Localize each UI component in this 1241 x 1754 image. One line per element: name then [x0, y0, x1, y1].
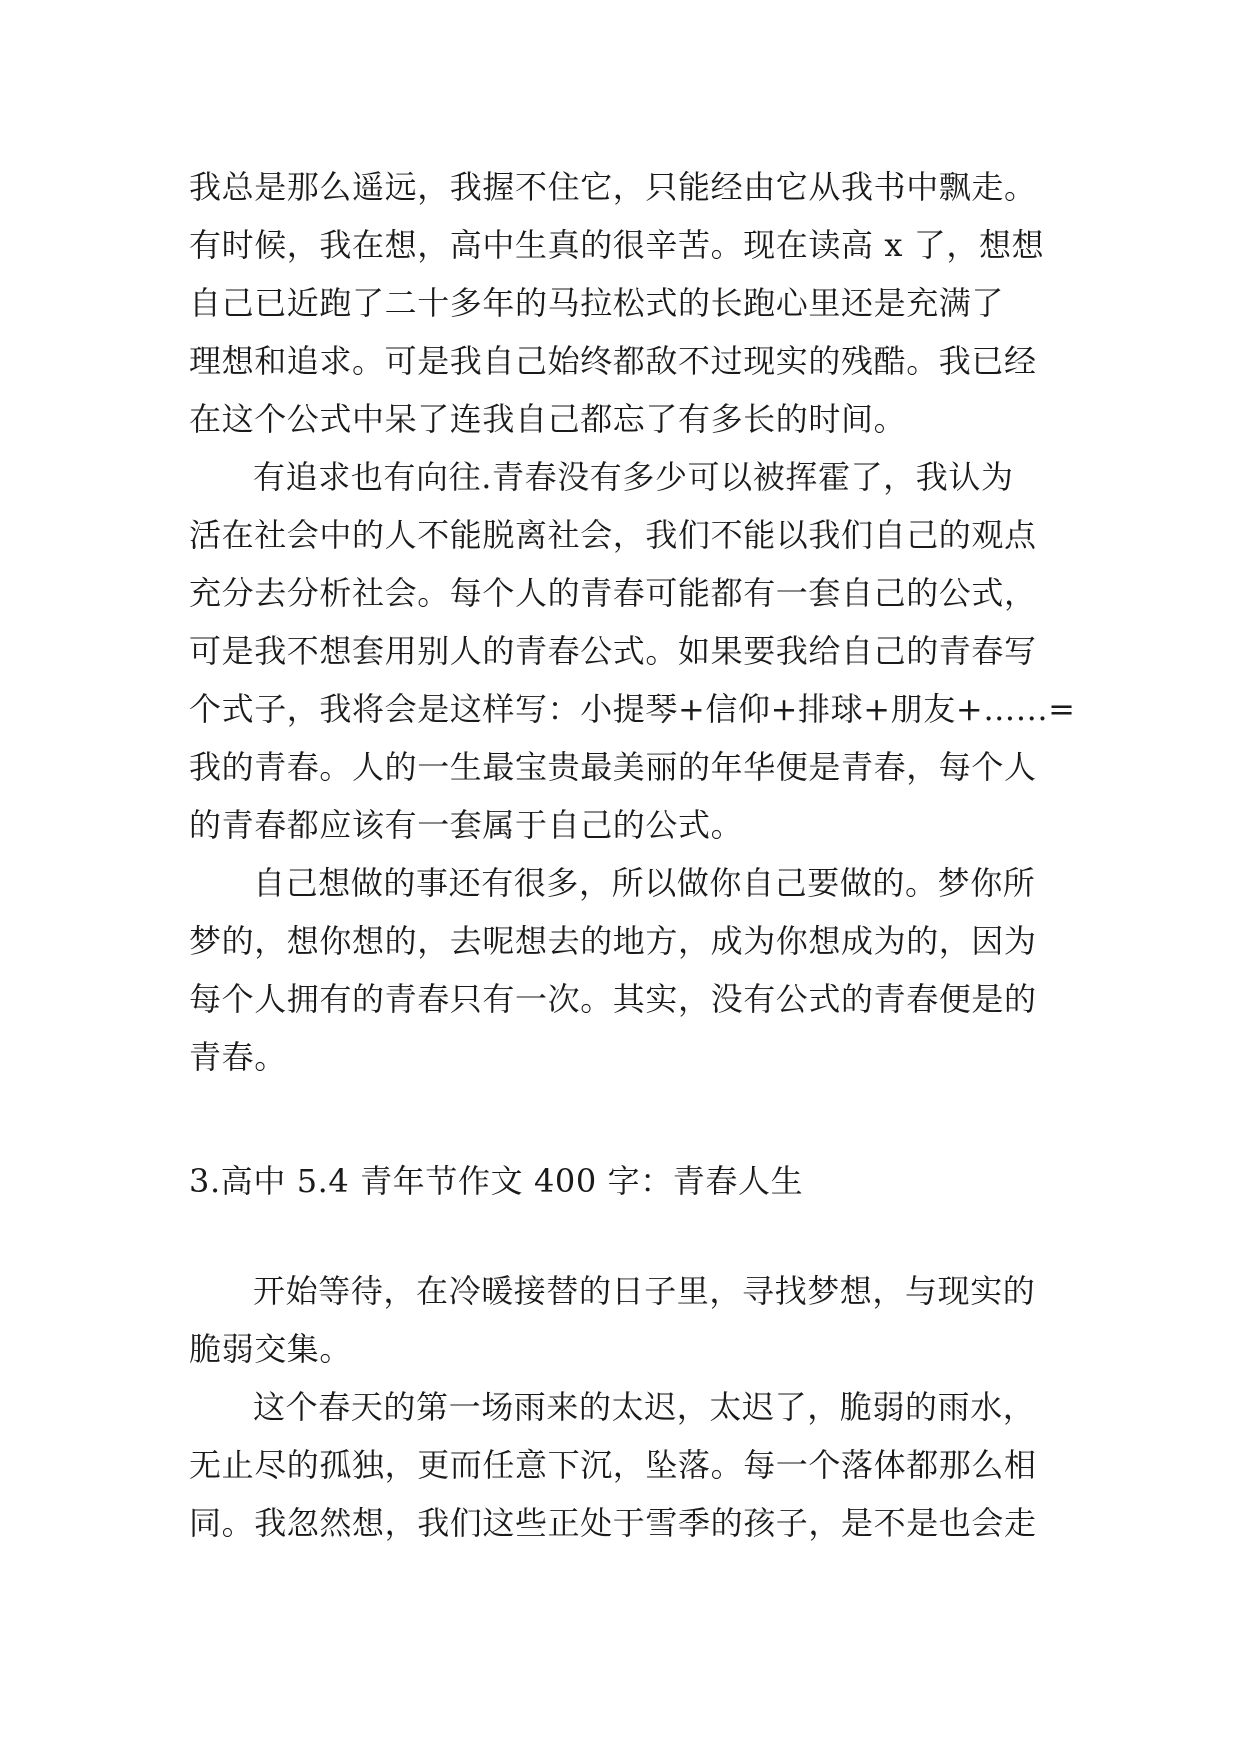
text-line: 自己已近跑了二十多年的马拉松式的长跑心里还是充满了: [189, 284, 1005, 322]
text-line: 同。我忽然想，我们这些正处于雪季的孩子，是不是也会走: [189, 1504, 1037, 1542]
text-line: 充分去分析社会。每个人的青春可能都有一套自己的公式，: [189, 574, 1037, 612]
paragraph-start-line: 自己想做的事还有很多，所以做你自己要做的。梦你所: [253, 864, 1036, 902]
text-line: 脆弱交集。: [189, 1330, 353, 1368]
text-line: 个式子，我将会是这样写：小提琴+信仰+排球+朋友+…...=: [189, 690, 1076, 728]
text-line: 的青春都应该有一套属于自己的公式。: [189, 806, 744, 844]
paragraph-start-line: 开始等待，在冷暖接替的日子里，寻找梦想，与现实的: [253, 1272, 1036, 1310]
text-line: 理想和追求。可是我自己始终都敌不过现实的残酷。我已经: [189, 342, 1037, 380]
text-line: 无止尽的孤独，更而任意下沉，坠落。每一个落体都那么相: [189, 1446, 1037, 1484]
paragraph-start-line: 有追求也有向往.青春没有多少可以被挥霍了，我认为: [253, 458, 1014, 496]
text-line: 青春。: [189, 1038, 287, 1076]
text-line: 可是我不想套用别人的青春公式。如果要我给自己的青春写: [189, 632, 1037, 670]
essay-body-part-1: [189, 158, 1076, 1086]
paragraph-start-line: 这个春天的第一场雨来的太迟，太迟了，脆弱的雨水，: [253, 1388, 1036, 1426]
text-line: 梦的，想你想的，去呢想去的地方，成为你想成为的，因为: [189, 922, 1037, 960]
text-line: 我的青春。人的一生最宝贵最美丽的年华便是青春，每个人: [189, 748, 1037, 786]
text-line: 每个人拥有的青春只有一次。其实，没有公式的青春便是的: [189, 980, 1037, 1018]
text-line: 有时候，我在想，高中生真的很辛苦。现在读高 x 了，想想: [189, 226, 1045, 264]
text-line: 我总是那么遥远，我握不住它，只能经由它从我书中飘走。: [189, 168, 1037, 206]
section-heading-block: [189, 1152, 1055, 1210]
text-line: 在这个公式中呆了连我自己都忘了有多长的时间。: [189, 400, 907, 438]
text-line: 活在社会中的人不能脱离社会，我们不能以我们自己的观点: [189, 516, 1037, 554]
section-heading: 3.高中 5.4 青年节作文 400 字：青春人生: [189, 1162, 804, 1200]
essay-body-part-2: [189, 1262, 1055, 1552]
